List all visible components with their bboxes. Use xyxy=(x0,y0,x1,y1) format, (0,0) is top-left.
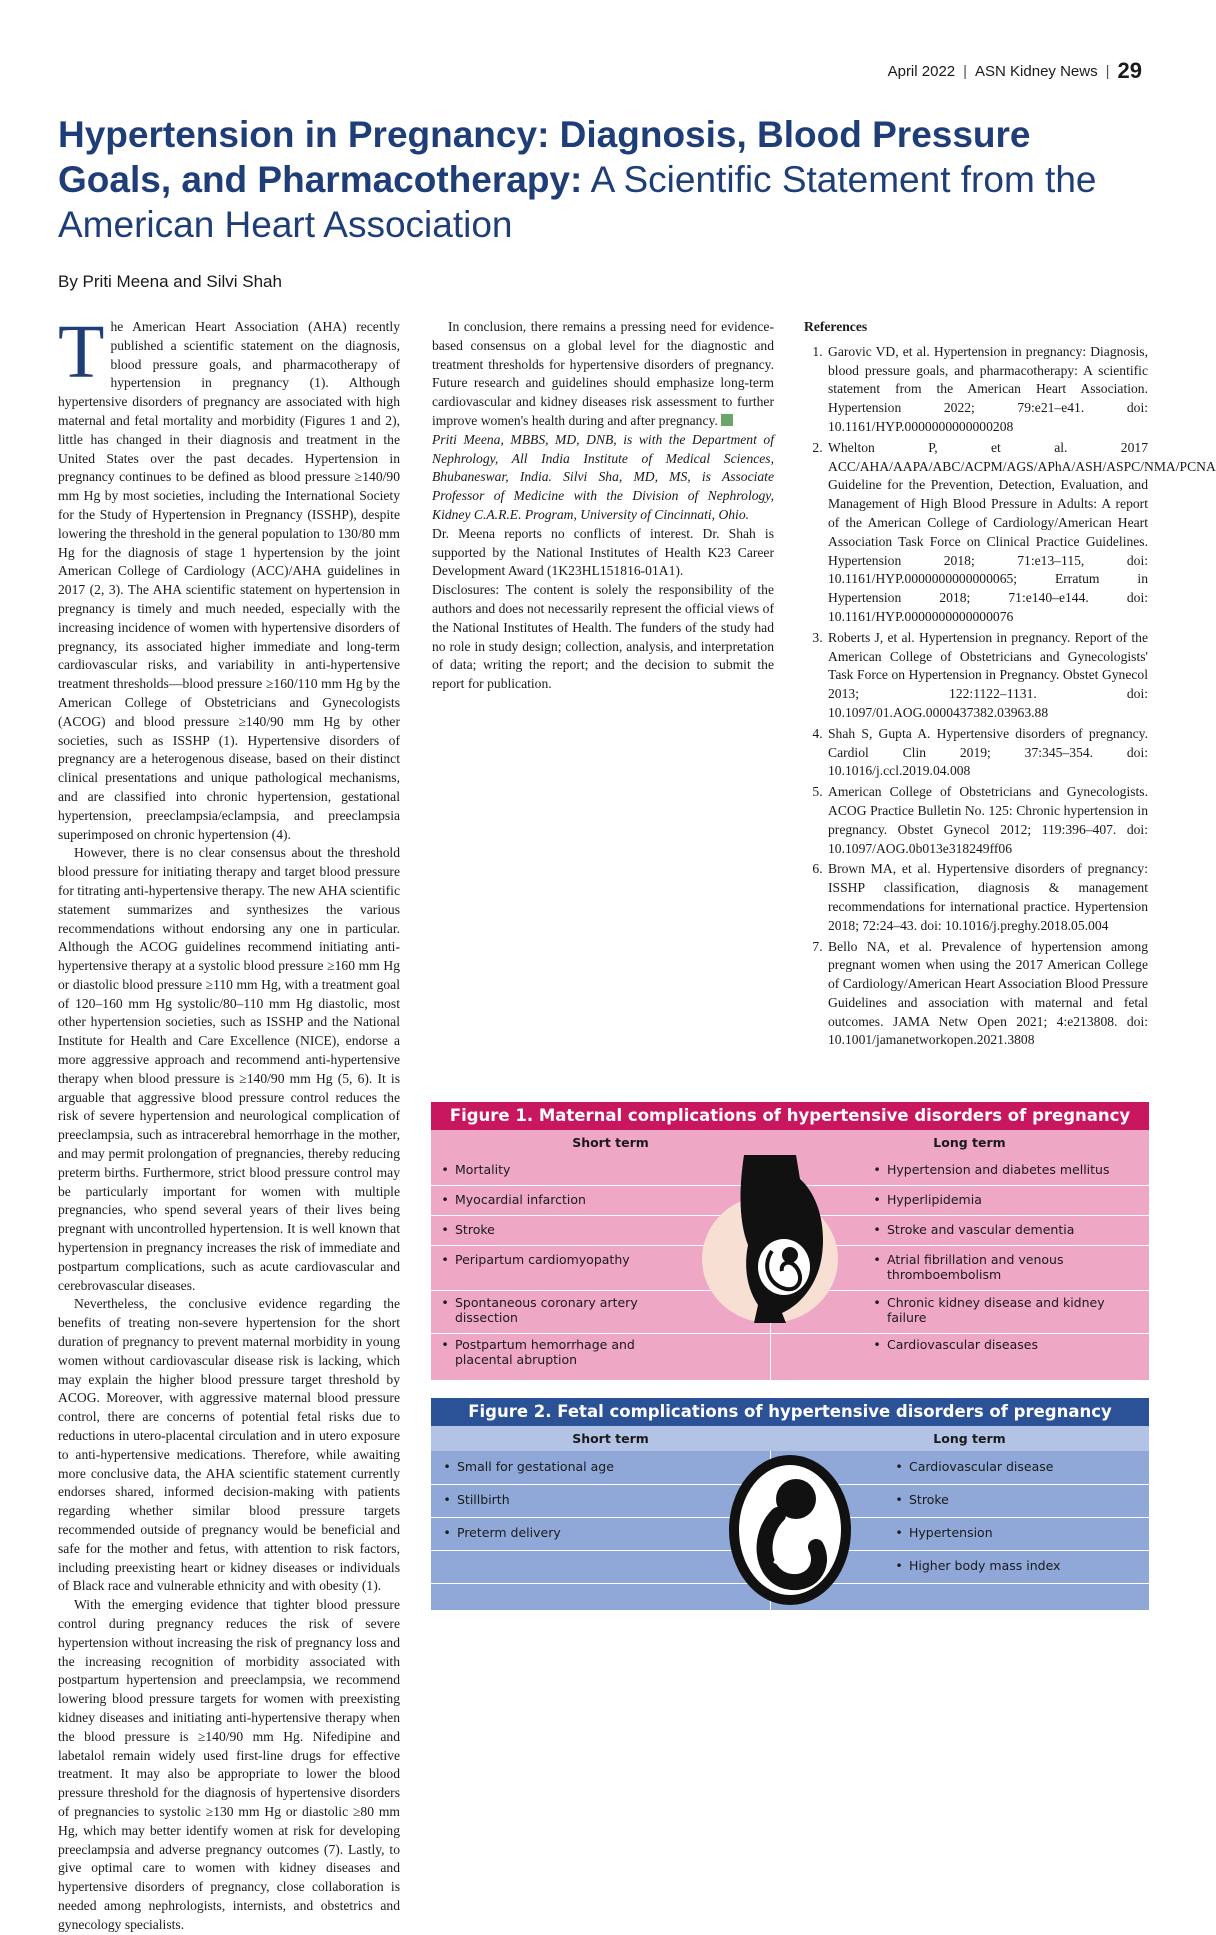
paragraph-text: he American Heart Association (AHA) recently published a scientific statement on the diagnosis, blood pressure goals, and pharmacotherapy of hypertension in pregnancy (1). Although hypertensive disorders of pregnancy are associated with high maternal and fetal mortality and morbidity (Figures 1 and 2), little has changed in their diagnosis and treatment in the United States over the past decades. Hypertension in pregnancy continues to be defined as blood pressure ≥140/90 mm Hg by most societies, including the International Society for the Study of Hypertension in Pregnancy (ISSHP), despite lowering the threshold in the general population to 130/80 mm Hg for the diagnosis of stage 1 hypertension by the joint American College of Cardiology (ACC)/AHA guidelines in 2017 (2, 3). The AHA scientific statement on hypertension in pregnancy is timely and much needed, especially with the increasing incidence of women with hypertensive disorders of pregnancy, its associated higher immediate and long-term cardiovascular risks, and variability in anti-hypertensive treatment thresholds—blood pressure ≥160/110 mm Hg by the American College of Obstetricians and Gynecologists (ACOG) and blood pressure ≥140/90 mm Hg by other societies, such as ISSHP (1). Hypertensive disorders of pregnancy are a heterogenous disease, based on their distinct clinical presentations and unique pathological mechanisms, and are classified into chronic hypertension, gestational hypertension, preeclampsia/eclampsia, and preeclampsia superimposed on chronic hypertension (4). xyxy=(58,319,400,842)
figure-1-title: Figure 1. Maternal complications of hypertensive disorders of pregnancy xyxy=(431,1102,1149,1130)
list-item: • Stroke xyxy=(895,1492,949,1507)
figure-1 xyxy=(431,1102,1149,1380)
reference-item: 4. Shah S, Gupta A. Hypertensive disorders of pregnancy. Cardiol Clin 2019; 37:345–354. doi: 10.1016/j.ccl.2019.04.008 xyxy=(826,725,1148,781)
paragraph-text: With the emerging evidence that tighter blood pressure control during pregnancy reduces the risk of severe hypertension without increasing the risk of pregnancy loss and the increasing recognition of morbidity associated with postpartum hypertension and preeclampsia, we recommend lowering blood pressure targets for women with preexisting kidney diseases and initiating anti-hypertensive therapy when the blood pressure is ≥140/90 mm Hg. Nifedipine and labetalol remain widely used first-line drugs for effective treatment. It may also be appropriate to lower the blood pressure threshold for the diagnosis of hypertensive disorders of pregnancies to systolic ≥130 mm Hg or diastolic ≥80 mm Hg, which may better identify women at risk for developing preeclampsia and adverse pregnancy outcomes (7). Lastly, to give optimal care to women with kidney diseases and hypertensive disorders of pregnancy, close collaboration is needed among nephrologists, internists, and obstetrics and gynecology specialists. xyxy=(58,1597,400,1932)
fetus-icon xyxy=(730,1455,850,1605)
pregnant-silhouette-icon xyxy=(700,1155,840,1323)
long-term-label: Long term xyxy=(933,1135,1006,1150)
paragraph xyxy=(58,310,400,844)
long-term-label: Long term xyxy=(933,1431,1006,1446)
figure-1-header xyxy=(431,1130,1149,1155)
list-item: • Hyperlipidemia xyxy=(873,1192,982,1207)
conclusion-paragraph xyxy=(432,318,774,431)
reference-item: 3. Roberts J, et al. Hypertension in pregnancy. Report of the American College of Obstetricians and Gynecologists' Task Force on Hypertension in Pregnancy. Obstet Gynecol 2013; 122:1122–1131. doi: 10.1097/01.AOG.0000437382.03963.88 xyxy=(826,629,1148,723)
reference-item: 2. Whelton P, et al. 2017 ACC/AHA/AAPA/ABC/ACPM/AGS/APhA/ASH/ASPC/NMA/PCNA Guideline for the Prevention, Detection, Evaluation, and Management of High Blood Pressure in Adults: A report of the American College of Cardiology/American Heart Association Task Force on Clinical Practice Guidelines. Hypertension 2018; 71:e13–115, doi: 10.1161/HYP.0000000000000065; Erratum in Hypertension 2018; 71:e140–e144. doi: 10.1161/HYP.0000000000000076 xyxy=(826,439,1148,627)
figure-2 xyxy=(431,1398,1149,1610)
divider xyxy=(431,1333,1149,1334)
list-item: • Preterm delivery xyxy=(443,1525,561,1540)
reference-item: 6. Brown MA, et al. Hypertensive disorders of pregnancy: ISSHP classification, diagnosis & management recommendations for international practice. Hypertension 2018; 72:24–43. doi: 10.1016/j.preghy.2018.05.004 xyxy=(826,860,1148,935)
references-column xyxy=(804,318,1216,1065)
author-bio: Priti Meena, MBBS, MD, DNB, is with the Department of Nephrology, All India Institute of Medical Sciences, Bhubaneswar, India. Silvi Sha, MD, MS, is Associate Professor of Medicine with the Division of Nephrology, Kidney C.A.R.E. Program, University of Cincinnati, Ohio. xyxy=(432,431,774,522)
references-list xyxy=(804,343,1216,1050)
reference-item: 7. Bello NA, et al. Prevalence of hypertension among pregnant women when using the 2017 American College of Cardiology/American Heart Association Blood Pressure Guidelines and association with maternal and fetal outcomes. JAMA Netw Open 2021; 4:e213808. doi: 10.1001/jamanetworkopen.2021.3808 xyxy=(826,938,1148,1051)
list-item: • Cardiovascular diseases xyxy=(873,1337,1038,1352)
references-heading: References xyxy=(804,319,868,334)
conflict-of-interest: Dr. Meena reports no conflicts of interest. Dr. Shah is supported by the National Institutes of Health K23 Career Development Award (1K23HL151816-01A1). xyxy=(432,525,774,579)
title-subtitle: A Scientific Statement from the American Heart Association xyxy=(58,159,1097,245)
figure-1-body xyxy=(431,1155,1149,1380)
list-item: • Myocardial infarction xyxy=(441,1192,586,1207)
list-item: • Stroke and vascular dementia xyxy=(873,1222,1075,1237)
list-item: • Atrial fibrillation and venous thromboembolism xyxy=(873,1252,1064,1282)
list-item: • Stillbirth xyxy=(443,1492,510,1507)
list-item: • Stroke xyxy=(441,1222,495,1237)
article-column-1 xyxy=(58,310,400,1932)
figure-2-header xyxy=(431,1426,1149,1451)
list-item: • Spontaneous coronary artery dissection xyxy=(441,1295,638,1325)
issue-date: April 2022 xyxy=(887,62,956,80)
list-item: • Peripartum cardiomyopathy xyxy=(441,1252,630,1267)
list-item: • Postpartum hemorrhage and placental abruption xyxy=(441,1337,635,1367)
header-separator: | xyxy=(963,62,968,80)
reference-item: 1. Garovic VD, et al. Hypertension in pregnancy: Diagnosis, blood pressure goals, and pharmacotherapy: A scientific statement from the American Heart Association. Hypertension 2022; 79:e21–e41. doi: 10.1161/HYP.0000000000000208 xyxy=(826,343,1148,437)
short-term-label: Short term xyxy=(572,1135,649,1150)
reference-item: 5. American College of Obstetricians and Gynecologists. ACOG Practice Bulletin No. 125: Chronic hypertension in pregnancy. Obstet Gynecol 2012; 119:396–407. doi: 10.1097/AOG.0b013e318249ff06 xyxy=(826,783,1148,858)
header-separator: | xyxy=(1105,62,1110,80)
paragraph xyxy=(58,1596,400,1934)
list-item: • Hypertension and diabetes mellitus xyxy=(873,1162,1110,1177)
figure-2-title: Figure 2. Fetal complications of hypertensive disorders of pregnancy xyxy=(431,1398,1149,1426)
list-item: • Cardiovascular disease xyxy=(895,1459,1054,1474)
disclosures: Disclosures: The content is solely the responsibility of the authors and does not necessarily represent the official views of the National Institutes of Health. The funders of the study had no role in study design; collection, analysis, and interpretation of data; writing the report; and the decision to submit the report for publication. xyxy=(432,582,774,692)
page-number: 29 xyxy=(1117,58,1142,83)
publication-name: ASN Kidney News xyxy=(975,62,1098,80)
paragraph-text: In conclusion, there remains a pressing need for evidence-based consensus on a global level for the diagnostic and treatment thresholds for hypertensive disorders of pregnancy. Future research and guidelines should emphasize long-term cardiovascular and kidney diseases risk assessment to further improve women's health during and after pregnancy. xyxy=(432,319,774,428)
title-main: Hypertension in Pregnancy: Diagnosis, Blood Pressure Goals, and Pharmacotherapy: xyxy=(58,114,1031,200)
list-item: • Hypertension xyxy=(895,1525,993,1540)
paragraph: However, there is no clear consensus about the threshold blood pressure for initiating therapy and target blood pressure for titrating anti-hypertensive therapy. The new AHA scientific statement summarizes and synthesizes the various recommendations without endorsing any one in particular. Although the ACOG guidelines recommend initiating anti-hypertensive therapy at a systolic blood pressure ≥160 mm Hg or diastolic blood pressure ≥110 mm Hg, with a treatment goal of 120–160 mm Hg systolic/80–110 mm Hg diastolic, most other hypertension societies, such as ISSHP and the National Institute for Health and Care Excellence (NICE), endorse a more aggressive approach and recommend anti-hypertensive therapy when blood pressure is ≥140/90 mm Hg (5, 6). It is arguable that aggressive blood pressure control reduces the risk of severe hypertension and neurological complication of preeclampsia, such as intracerebral hemorrhage in the mother, and may permit prolongation of pregnancies, thereby reducing preterm births. Furthermore, strict blood pressure control may be particularly important for women with multiple pregnancies, who spend several years of their lives being pregnant with uncontrolled hypertension. It is well known that hypertension in pregnancy increases the risk of immediate and postpartum complications, such as acute cardiovascular and cerebrovascular diseases. xyxy=(58,845,400,1293)
drop-cap: T xyxy=(58,310,105,394)
short-term-label: Short term xyxy=(572,1431,649,1446)
article-title xyxy=(58,112,1148,247)
end-mark-icon xyxy=(721,414,733,426)
article-column-2 xyxy=(432,318,774,1065)
list-item: • Small for gestational age xyxy=(443,1459,614,1474)
page-header xyxy=(888,58,1142,84)
list-item: • Mortality xyxy=(441,1162,511,1177)
byline: By Priti Meena and Silvi Shah xyxy=(58,272,282,291)
paragraph: Nevertheless, the conclusive evidence regarding the benefits of treating non-severe hypertension for the short duration of pregnancy to prevent maternal morbidity in young women without cardiovascular disease risk is lacking, which may explain the higher blood pressure target threshold by ACOG. Moreover, with aggressive maternal blood pressure control, there are concerns of potential fetal risks due to reductions in utero-placental circulation and in utero exposure to anti-hypertensive medications. Therefore, while awaiting more conclusive data, the AHA scientific statement currently endorses shared, informed decision-making with patients regarding whether similar blood pressure targets recommended outside of pregnancy would be beneficial and safe for the mother and fetus, with attention to risk factors, including preexisting heart or kidney diseases or individuals of Black race and vulnerable ethnicity and with obesity (1). xyxy=(58,1296,400,1594)
list-item: • Higher body mass index xyxy=(895,1558,1061,1573)
list-item: • Chronic kidney disease and kidney failure xyxy=(873,1295,1105,1325)
figure-2-body xyxy=(431,1451,1149,1610)
